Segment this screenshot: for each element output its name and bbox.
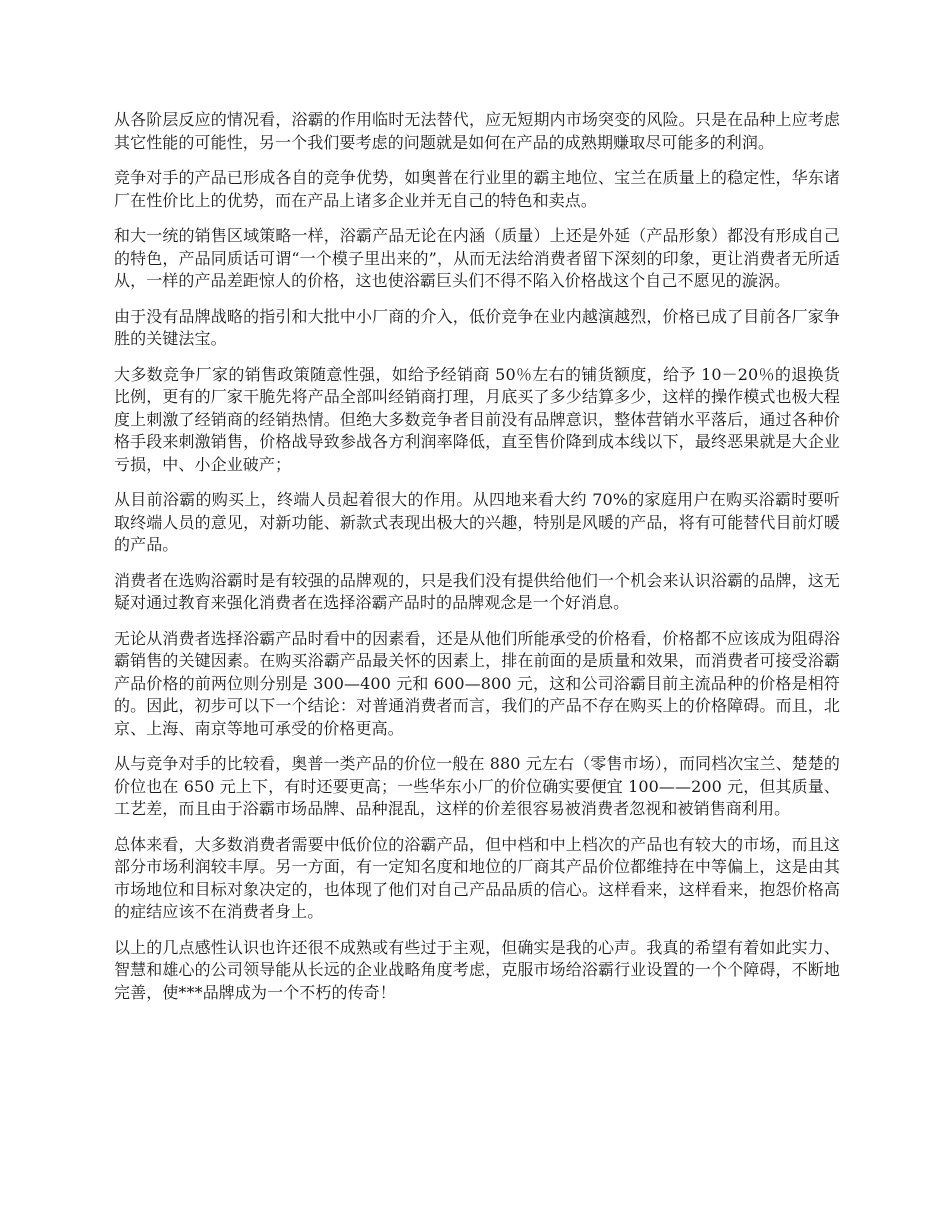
paragraph-6: 从目前浴霸的购买上，终端人员起着很大的作用。从四地来看大约 70%的家庭用户在购买浴霸时要听取终端人员的意见，对新功能、新款式表现出极大的兴趣，特别是风暖的产品，将有可能替代目前灯暖的产品。	[114, 490, 840, 554]
paragraph-1: 从各阶层反应的情况看，浴霸的作用临时无法替代，应无短期内市场突变的风险。只是在品种上应考虑其它性能的可能性，另一个我们要考虑的问题就是如何在产品的成熟期赚取尽可能多的利润。	[114, 110, 840, 152]
paragraph-2: 竞争对手的产品已形成各自的竞争优势，如奥普在行业里的霸主地位、宝兰在质量上的稳定性，华东诸厂在性价比上的优势，而在产品上诸多企业并无自己的特色和卖点。	[114, 168, 840, 210]
paragraph-7: 消费者在选购浴霸时是有较强的品牌观的，只是我们没有提供给他们一个机会来认识浴霸的品牌，这无疑对通过教育来强化消费者在选择浴霸产品时的品牌观念是一个好消息。	[114, 570, 840, 612]
paragraph-10: 总体来看，大多数消费者需要中低价位的浴霸产品，但中档和中上档次的产品也有较大的市场，而且这部分市场利润较丰厚。另一方面，有一定知名度和地位的厂商其产品价位都维持在中等偏上，这是由其市场地位和目标对象决定的，也体现了他们对自己产品品质的信心。这样看来，这样看来，抱怨价格高的症结应该不在消费者身上。	[114, 834, 840, 921]
document-body	[114, 109, 840, 1017]
paragraph-4: 由于没有品牌战略的指引和大批中小厂商的介入，低价竞争在业内越演越烈，价格已成了目前各厂家争胜的关键法宝。	[114, 306, 840, 348]
paragraph-9: 从与竞争对手的比较看，奥普一类产品的价位一般在 880 元左右（零售市场），而同档次宝兰、楚楚的价位也在 650 元上下，有时还要更高；一些华东小厂的价位确实要便宜 100——200 元，但其质量、工艺差，而且由于浴霸市场品牌、品种混乱，这样的价差很容易被消费者忽视和被销售商利用。	[114, 754, 840, 818]
paragraph-8: 无论从消费者选择浴霸产品时看中的因素看，还是从他们所能承受的价格看，价格都不应该成为阻碍浴霸销售的关键因素。在购买浴霸产品最关怀的因素上，排在前面的是质量和效果，而消费者可接受浴霸产品价格的前两位则分别是 300—400 元和 600—800 元，这和公司浴霸目前主流品种的价格是相符的。因此，初步可以下一个结论：对普通消费者而言，我们的产品不存在购买上的价格障碍。而且，北京、上海、南京等地可承受的价格更高。	[114, 628, 840, 738]
paragraph-3: 和大一统的销售区域策略一样，浴霸产品无论在内涵（质量）上还是外延（产品形象）都没有形成自己的特色，产品同质话可谓“一个模子里出来的”，从而无法给消费者留下深刻的印象，更让消费者无所适从，一样的产品差距惊人的价格，这也使浴霸巨头们不得不陷入价格战这个自己不愿见的漩涡。	[114, 226, 840, 290]
paragraph-11: 以上的几点感性认识也许还很不成熟或有些过于主观，但确实是我的心声。我真的希望有着如此实力、智慧和雄心的公司领导能从长远的企业战略角度考虑，克服市场给浴霸行业设置的一个个障碍，不断地完善，使***品牌成为一个不朽的传奇！	[114, 937, 840, 1002]
paragraph-5: 大多数竞争厂家的销售政策随意性强，如给予经销商 50％左右的铺货额度，给予 10－20％的退换货比例，更有的厂家干脆先将产品全部叫经销商打理，月底买了多少结算多少，这样的操作模式也极大程度上刺激了经销商的经销热情。但绝大多数竞争者目前没有品牌意识，整体营销水平落后，通过各种价格手段来刺激销售，价格战导致参战各方利润率降低，直至售价降到成本线以下，最终恶果就是大企业亏损，中、小企业破产；	[114, 364, 840, 474]
